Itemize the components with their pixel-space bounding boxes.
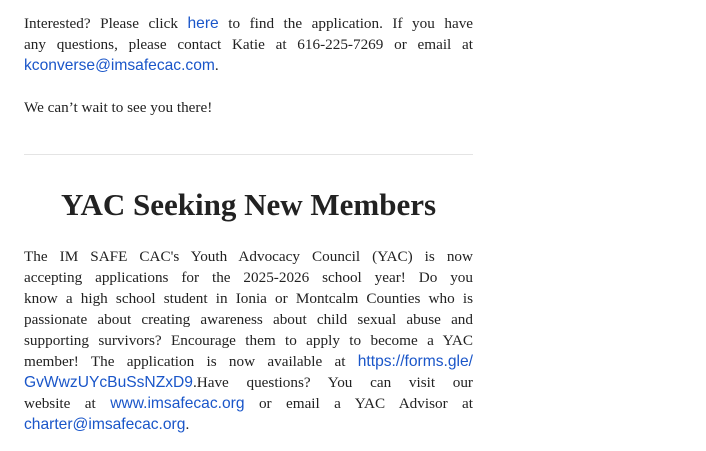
yac-paragraph [24, 246, 473, 435]
text-line: supporting survivors? Encourage them to apply to become a YAC [24, 332, 473, 349]
text-line [24, 55, 473, 76]
katie-email-link[interactable]: kconverse@imsafecac.com [24, 57, 215, 74]
text-line: know a high school student in Ionia or Montcalm Counties who is [24, 290, 473, 307]
text-line [24, 13, 473, 34]
text-segment: . [185, 416, 190, 433]
text-line: The IM SAFE CAC's Youth Advocacy Council (YAC) is now [24, 248, 473, 265]
text-line [24, 372, 473, 393]
text-line: accepting applications for the 2025-2026 school year! Do you [24, 269, 473, 286]
section-divider [24, 154, 473, 155]
text-segment: or email a YAC Advisor at [258, 395, 474, 412]
advisor-email-link[interactable]: charter@imsafecac.org [24, 416, 186, 433]
here-link[interactable]: here [187, 15, 219, 32]
website-link[interactable]: www.imsafecac.org [110, 395, 245, 412]
text-segment: Interested? Please click [24, 15, 178, 32]
text-segment: . [214, 57, 219, 74]
text-segment: member! The application is now available at [24, 353, 346, 370]
text-segment: website at [24, 395, 96, 412]
text-segment: to find the application. If you have [228, 15, 474, 32]
section-title: YAC Seeking New Members [60, 187, 437, 222]
text-line: passionate about creating awareness about child sexual abuse and [24, 311, 473, 328]
text-line [24, 393, 473, 414]
text-line [24, 414, 473, 435]
application-paragraph [24, 13, 473, 76]
text-line [24, 351, 473, 372]
application-form-link[interactable]: https://forms.gle/ [357, 353, 474, 370]
closing-text: We can’t wait to see you there! [24, 99, 213, 116]
text-line: any questions, please contact Katie at 616-225-7269 or email at [24, 36, 473, 53]
application-form-link-continued[interactable]: GvWwzUYcBuSsNZxD9 [24, 374, 193, 391]
text-segment: .Have questions? You can visit our [192, 374, 473, 391]
